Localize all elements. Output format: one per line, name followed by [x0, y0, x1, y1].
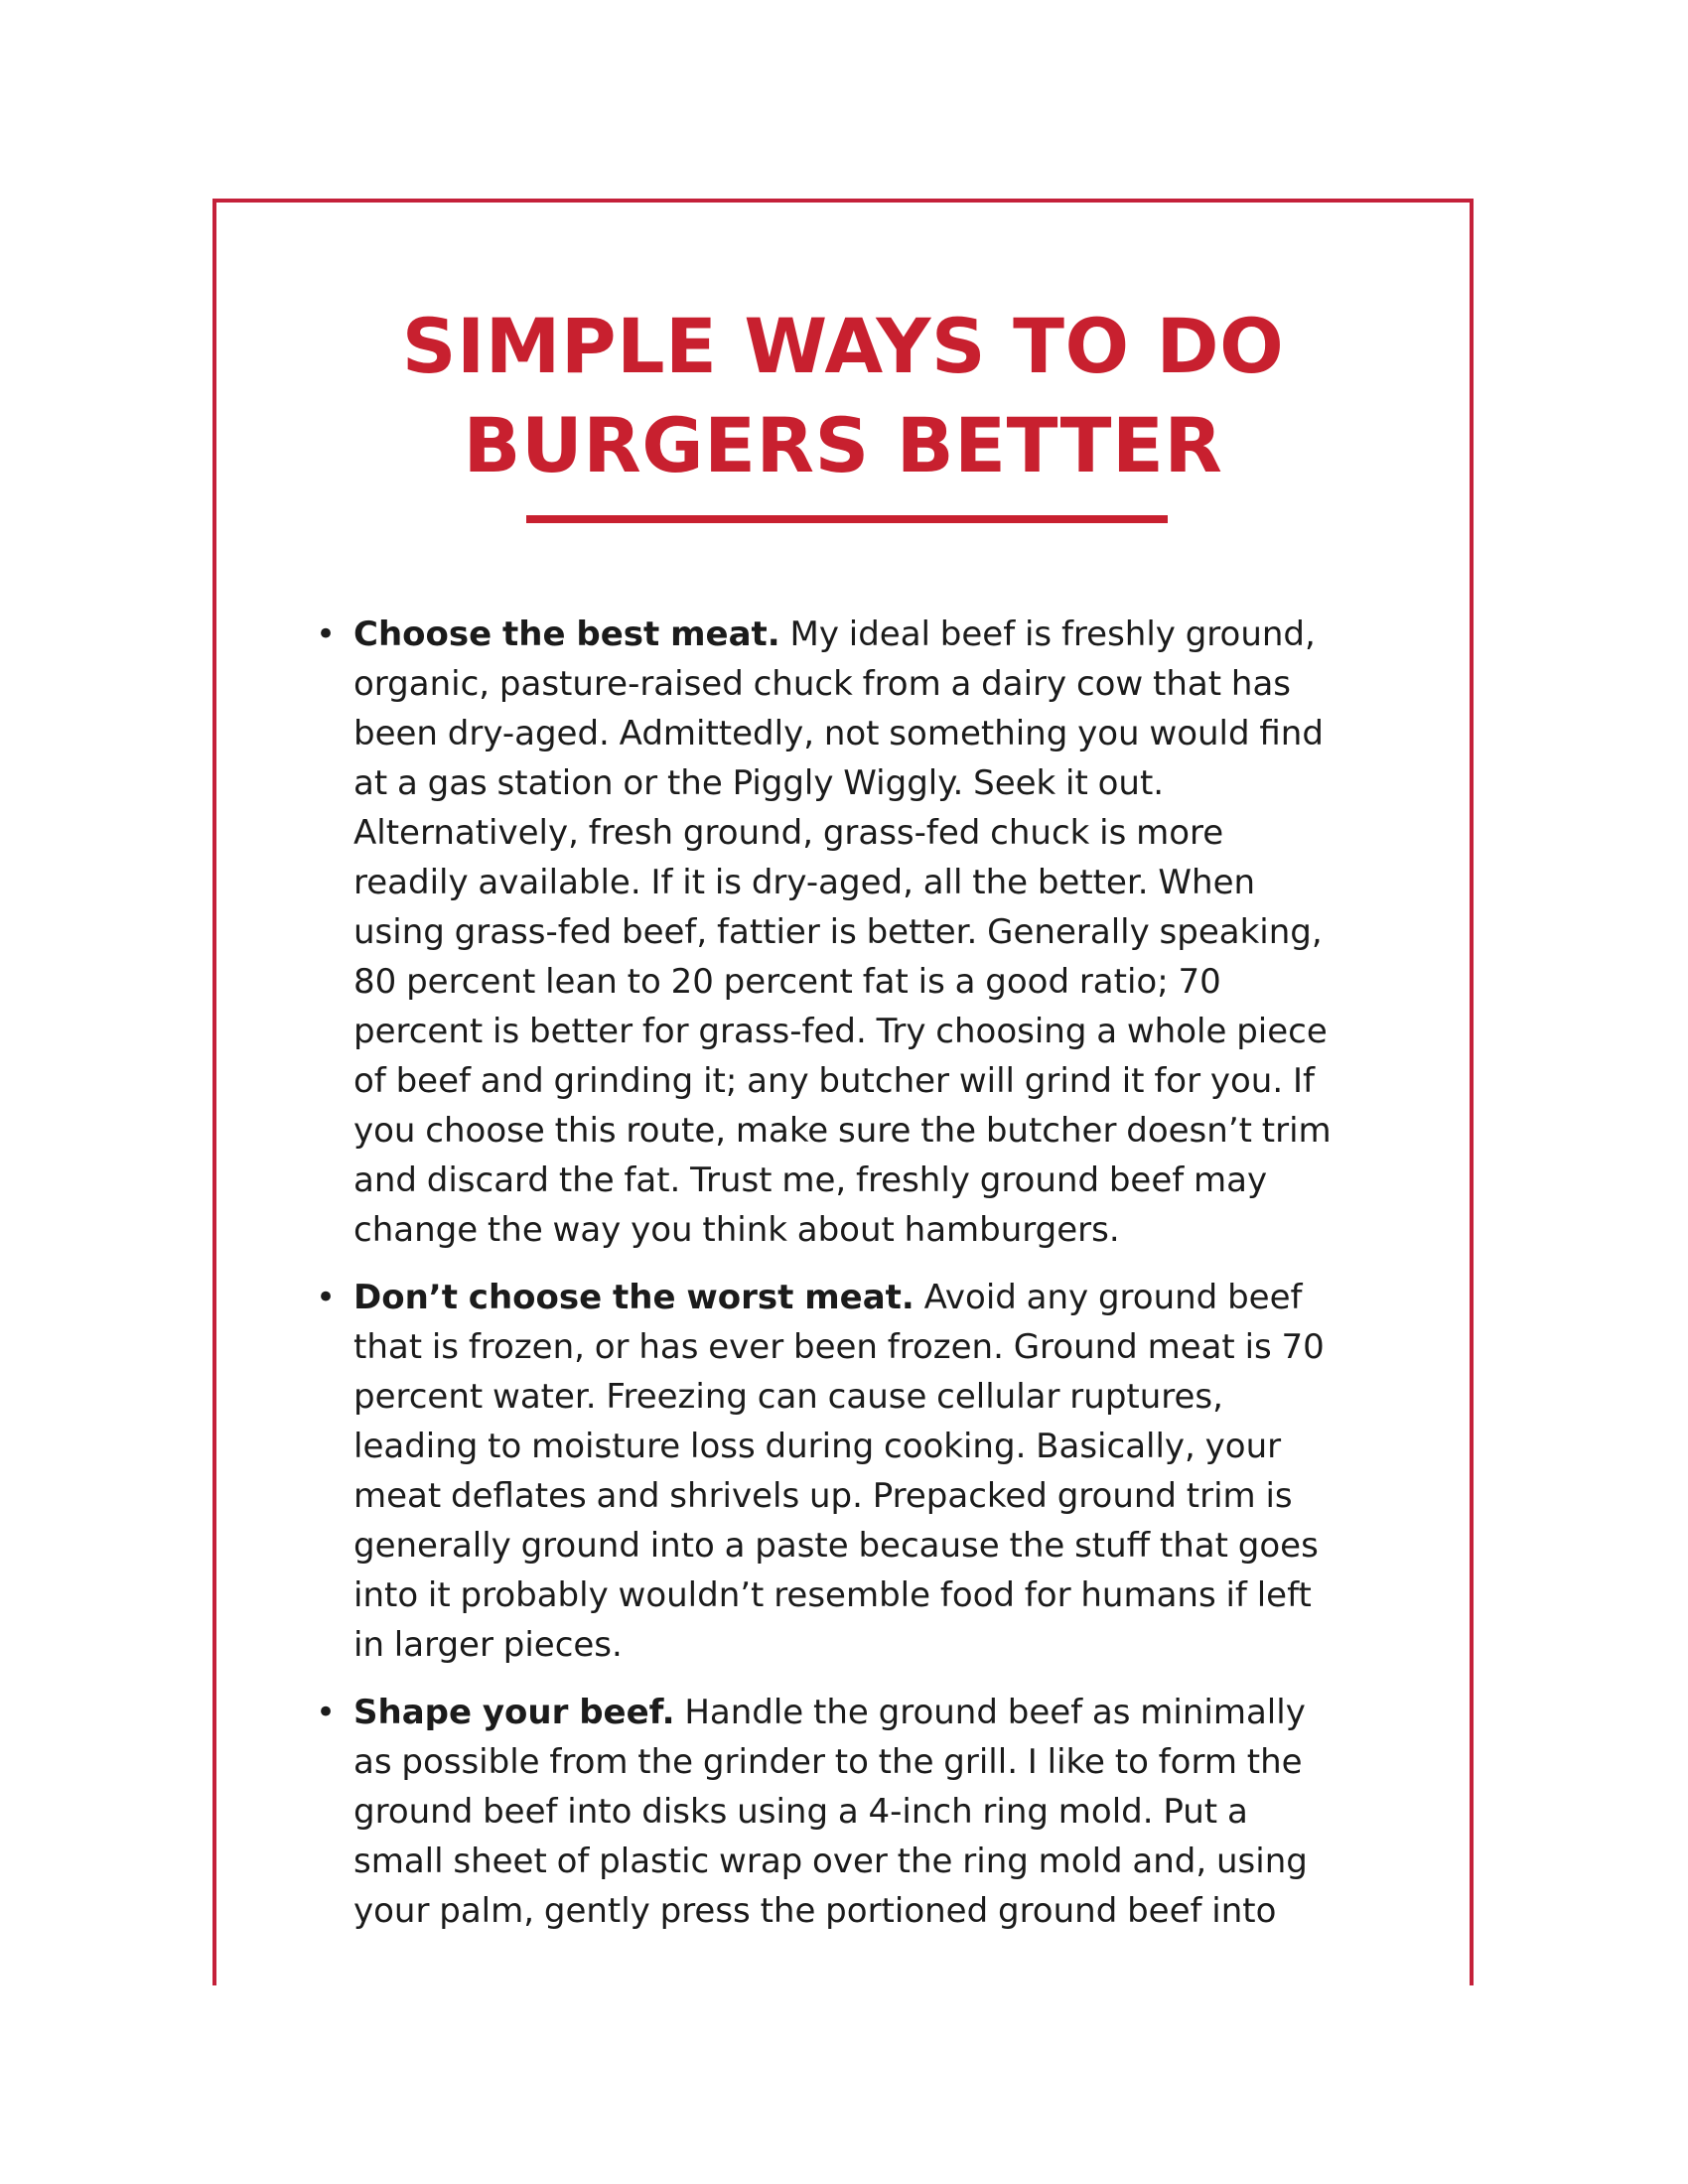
list-item: [316, 610, 1336, 1255]
tip-body: Avoid any ground beef that is frozen, or has ever been frozen. Ground meat is 70 percent water. Freezing can cause cellular ruptures, leading to moisture loss during cooking. Basically, your meat deflates and shrivels up. Prepacked ground trim is generally ground into a paste because the stuff that goes into it probably wouldn’t resemble food for humans if left in larger pieces.: [353, 1278, 1325, 1665]
title-line-1: SIMPLE WAYS TO DO: [401, 302, 1285, 390]
page-title: [216, 297, 1470, 495]
bullet-icon: •: [316, 1278, 337, 1317]
tip-body: Handle the ground beef as minimally as possible from the grinder to the grill. I like to form the ground beef into disks using a 4-inch ring mold. Put a small sheet of plastic wrap over the ring mold and, using your palm, gently press the portioned ground beef into: [353, 1693, 1308, 1931]
title-underline: [526, 515, 1168, 523]
title-line-2: BURGERS BETTER: [463, 401, 1223, 489]
tip-heading: Don’t choose the worst meat.: [353, 1278, 914, 1317]
bullet-icon: •: [316, 1693, 337, 1732]
tip-body: My ideal beef is freshly ground, organic, pasture-raised chuck from a dairy cow that has been dry-aged. Admittedly, not something you would find at a gas station or the Piggly Wiggly. Seek it out. Alternatively, fresh ground, grass-fed chuck is more readily available. If it is dry-aged, all the better. When using grass-fed beef, fattier is better. Generally speaking, 80 percent lean to 20 percent fat is a good ratio; 70 percent is better for grass-fed. Try choosing a whole piece of beef and grinding it; any butcher will grind it for you. If you choose this route, make sure the butcher doesn’t trim and discard the fat. Trust me, freshly ground beef may change the way you think about hamburgers.: [353, 614, 1332, 1250]
tips-list: [316, 610, 1336, 1954]
tip-heading: Choose the best meat.: [353, 614, 780, 654]
list-item: [316, 1688, 1336, 1936]
list-item: [316, 1273, 1336, 1670]
sidebar-box: [212, 199, 1474, 1985]
tip-heading: Shape your beef.: [353, 1693, 675, 1732]
bullet-icon: •: [316, 614, 337, 654]
